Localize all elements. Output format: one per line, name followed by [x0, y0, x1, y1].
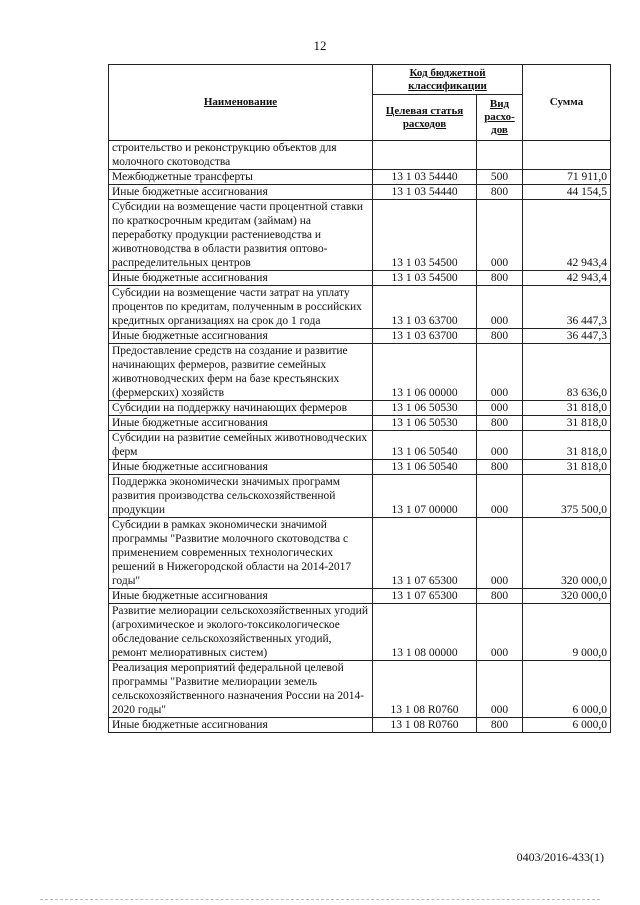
table-row [109, 460, 611, 475]
cell-code: 13 1 03 63700 [373, 329, 477, 344]
table-row [109, 431, 611, 460]
cell-sum: 36 447,3 [523, 286, 611, 329]
cell-name: Иные бюджетные ассигнования [109, 589, 373, 604]
cell-sum: 6 000,0 [523, 718, 611, 733]
cell-sum: 31 818,0 [523, 431, 611, 460]
cell-name: Субсидии на возмещение части затрат на уплату процентов по кредитам, полученным в российских кредитных организациях на срок до 1 года [109, 286, 373, 329]
cell-name: Поддержка экономически значимых программ развития производства сельскохозяйственной продукции [109, 475, 373, 518]
cell-name: Субсидии на развитие семейных животноводческих ферм [109, 431, 373, 460]
cell-type: 000 [477, 200, 523, 271]
header-expense-type: Вид расхо-дов [477, 95, 523, 141]
bottom-divider [40, 899, 600, 900]
cell-type: 000 [477, 518, 523, 589]
table-body [109, 141, 611, 733]
cell-code: 13 1 07 00000 [373, 475, 477, 518]
cell-code: 13 1 07 65300 [373, 518, 477, 589]
cell-code: 13 1 06 50540 [373, 460, 477, 475]
table-row [109, 589, 611, 604]
table-row [109, 329, 611, 344]
cell-sum: 83 636,0 [523, 344, 611, 401]
cell-code: 13 1 03 54440 [373, 185, 477, 200]
cell-sum: 6 000,0 [523, 661, 611, 718]
cell-type: 000 [477, 604, 523, 661]
cell-sum [523, 141, 611, 170]
table-row [109, 200, 611, 271]
table-row [109, 286, 611, 329]
table-row [109, 271, 611, 286]
cell-sum: 42 943,4 [523, 271, 611, 286]
cell-type: 000 [477, 661, 523, 718]
document-code: 0403/2016-433(1) [516, 850, 604, 864]
table-row [109, 141, 611, 170]
cell-code: 13 1 07 65300 [373, 589, 477, 604]
cell-sum: 44 154,5 [523, 185, 611, 200]
cell-code: 13 1 08 00000 [373, 604, 477, 661]
cell-sum: 36 447,3 [523, 329, 611, 344]
table-row [109, 185, 611, 200]
cell-type: 800 [477, 460, 523, 475]
cell-sum: 31 818,0 [523, 401, 611, 416]
cell-type [477, 141, 523, 170]
cell-type: 000 [477, 286, 523, 329]
cell-sum: 375 500,0 [523, 475, 611, 518]
cell-type: 000 [477, 431, 523, 460]
cell-type: 800 [477, 589, 523, 604]
cell-name: Предоставление средств на создание и развитие начинающих фермеров, развитие семейных животноводческих ферм на базе крестьянских (фермерских) хозяйств [109, 344, 373, 401]
cell-code: 13 1 03 54500 [373, 200, 477, 271]
budget-table [108, 64, 611, 733]
cell-name: Субсидии в рамках экономически значимой программы "Развитие молочного скотоводства с применением современных технологических решений в Нижегородской области на 2014-2017 годы" [109, 518, 373, 589]
table-row [109, 718, 611, 733]
cell-type: 500 [477, 170, 523, 185]
table-row [109, 475, 611, 518]
cell-name: Иные бюджетные ассигнования [109, 460, 373, 475]
cell-type: 000 [477, 344, 523, 401]
cell-sum: 31 818,0 [523, 416, 611, 431]
cell-name: Иные бюджетные ассигнования [109, 718, 373, 733]
cell-type: 000 [477, 475, 523, 518]
cell-name: Субсидии на возмещение части процентной ставки по краткосрочным кредитам (займам) на переработку продукции растениеводства и животноводства в области развития оптово-распределительных центров [109, 200, 373, 271]
cell-sum: 71 911,0 [523, 170, 611, 185]
cell-name: Развитие мелиорации сельскохозяйственных угодий (агрохимическое и эколого-токсикологическое обследование сельскохозяйственных угодий, ремонт мелиоративных систем) [109, 604, 373, 661]
cell-type: 800 [477, 329, 523, 344]
table-header [109, 65, 611, 141]
cell-code: 13 1 06 50530 [373, 401, 477, 416]
cell-code: 13 1 03 54440 [373, 170, 477, 185]
table-row [109, 604, 611, 661]
cell-sum: 320 000,0 [523, 589, 611, 604]
header-code-group: Код бюджетной классификации [373, 65, 523, 95]
cell-name: Иные бюджетные ассигнования [109, 185, 373, 200]
cell-name: Межбюджетные трансферты [109, 170, 373, 185]
cell-name: Субсидии на поддержку начинающих фермеров [109, 401, 373, 416]
table-row [109, 416, 611, 431]
cell-name: Иные бюджетные ассигнования [109, 329, 373, 344]
page-number: 12 [313, 38, 327, 53]
cell-name: Иные бюджетные ассигнования [109, 271, 373, 286]
cell-code: 13 1 06 00000 [373, 344, 477, 401]
cell-type: 000 [477, 401, 523, 416]
cell-type: 800 [477, 416, 523, 431]
table-row [109, 518, 611, 589]
cell-sum: 31 818,0 [523, 460, 611, 475]
table-row [109, 401, 611, 416]
cell-name: строительство и реконструкцию объектов для молочного скотоводства [109, 141, 373, 170]
table-row [109, 344, 611, 401]
cell-type: 800 [477, 271, 523, 286]
table-row [109, 661, 611, 718]
header-name: Наименование [109, 65, 373, 141]
cell-sum: 42 943,4 [523, 200, 611, 271]
cell-name: Иные бюджетные ассигнования [109, 416, 373, 431]
cell-type: 800 [477, 718, 523, 733]
cell-type: 800 [477, 185, 523, 200]
table-row [109, 170, 611, 185]
header-target-article: Целевая статья расходов [373, 95, 477, 141]
cell-code: 13 1 06 50540 [373, 431, 477, 460]
header-sum: Сумма [523, 65, 611, 141]
cell-code: 13 1 08 R0760 [373, 661, 477, 718]
cell-code: 13 1 03 63700 [373, 286, 477, 329]
cell-code: 13 1 06 50530 [373, 416, 477, 431]
cell-code: 13 1 08 R0760 [373, 718, 477, 733]
cell-name: Реализация мероприятий федеральной целевой программы "Развитие мелиорации земель сельскохозяйственного назначения России на 2014-2020 годы" [109, 661, 373, 718]
cell-sum: 9 000,0 [523, 604, 611, 661]
cell-code: 13 1 03 54500 [373, 271, 477, 286]
cell-code [373, 141, 477, 170]
cell-sum: 320 000,0 [523, 518, 611, 589]
